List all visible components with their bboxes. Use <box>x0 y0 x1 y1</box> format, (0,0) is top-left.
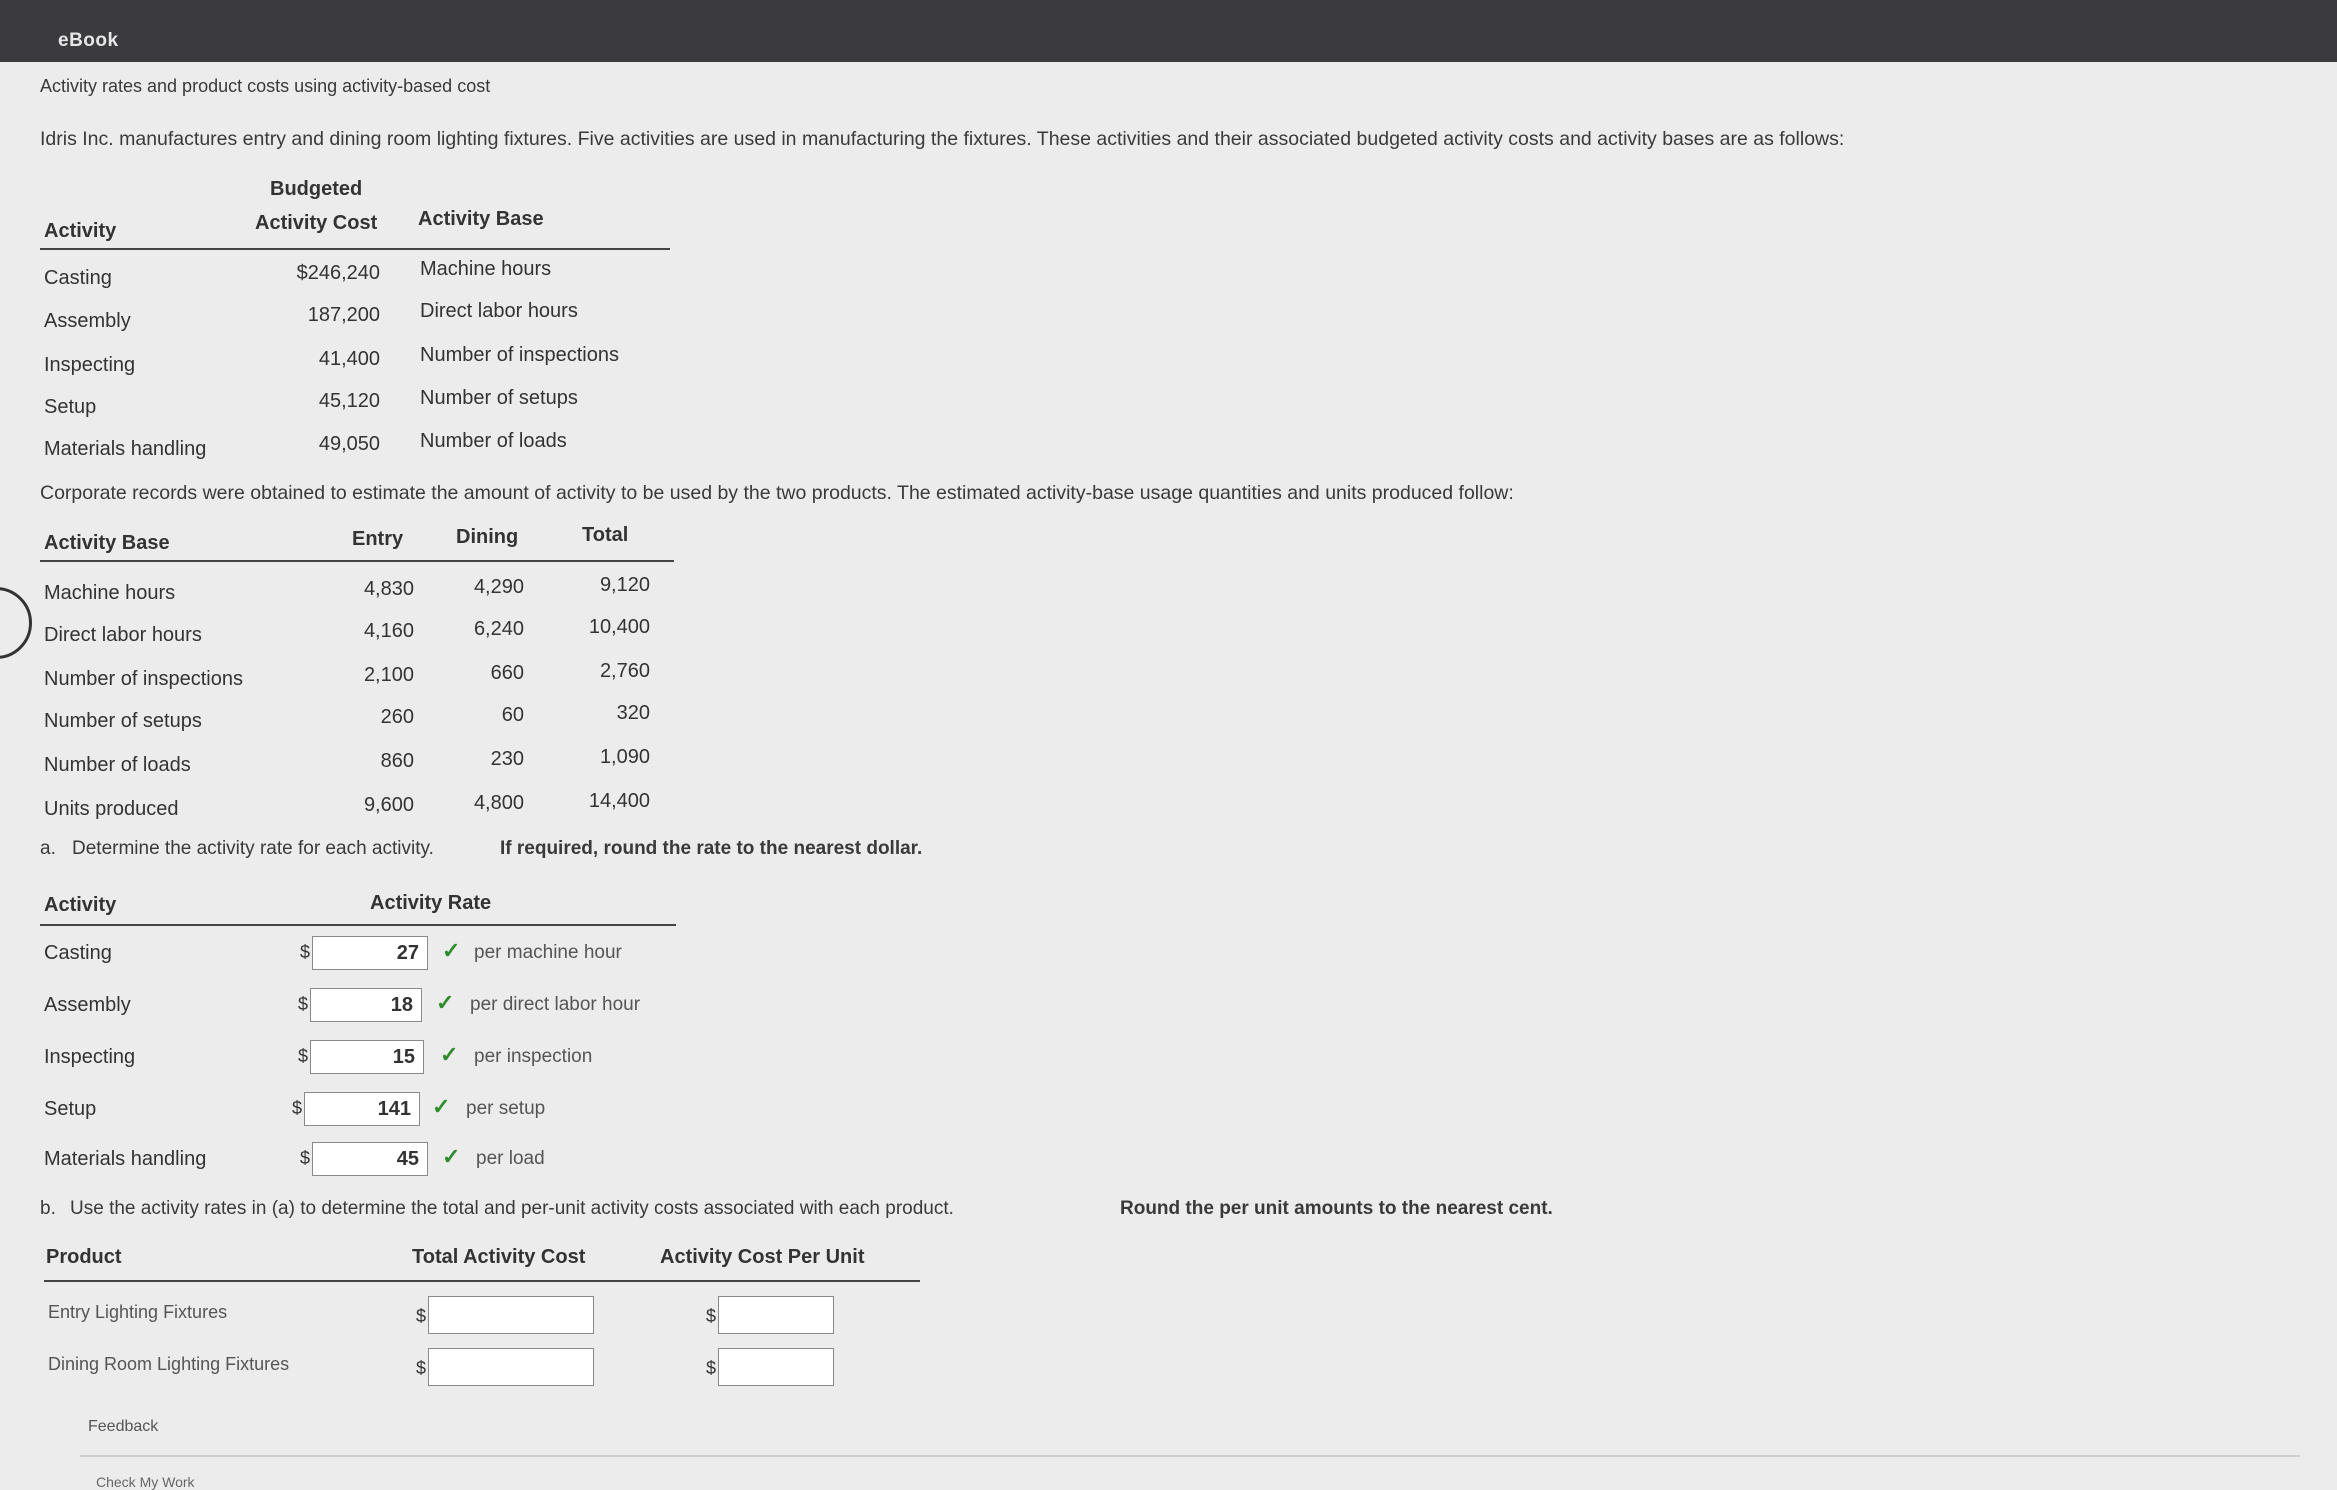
activity-base: Machine hours <box>420 258 552 280</box>
entry-value: 260 <box>380 706 414 728</box>
feedback-toggle[interactable]: Feedback <box>88 1418 159 1435</box>
part-b-prefix: b. <box>40 1198 56 1219</box>
inspecting-rate-input[interactable] <box>310 1040 424 1074</box>
entry-value: 2,100 <box>363 664 414 686</box>
check-icon: ✓ <box>436 990 455 1015</box>
rate-activity-name: Inspecting <box>44 1046 136 1068</box>
part-a-prefix: a. <box>40 838 56 859</box>
dining-value: 4,290 <box>473 576 524 598</box>
currency-symbol: $ <box>416 1306 427 1326</box>
check-icon: ✓ <box>432 1094 451 1119</box>
rate-activity-name: Materials handling <box>44 1148 207 1170</box>
header-total: Total <box>582 524 629 546</box>
dining-per-unit-cost-input[interactable] <box>718 1348 834 1386</box>
dining-value: 6,240 <box>473 618 524 640</box>
product-name: Entry Lighting Fixtures <box>48 1302 228 1322</box>
total-value: 9,120 <box>599 574 650 596</box>
problem-title: Activity rates and product costs using activity-based cost <box>40 76 491 96</box>
entry-total-cost-input[interactable] <box>428 1296 594 1334</box>
rate-unit: per setup <box>466 1098 546 1119</box>
header-activity: Activity <box>44 220 117 242</box>
activity-base: Number of setups <box>420 387 578 409</box>
table2-header-rule <box>40 560 674 562</box>
header-activity-base: Activity Base <box>44 532 170 554</box>
entry-value: 4,830 <box>363 578 414 600</box>
assembly-rate-input[interactable] <box>310 988 422 1022</box>
dining-value: 230 <box>490 748 524 770</box>
activity-cost: 49,050 <box>318 433 380 455</box>
activity-base: Direct labor hours <box>420 300 578 322</box>
rate-unit: per load <box>476 1148 545 1169</box>
check-icon: ✓ <box>440 1042 459 1067</box>
product-name: Dining Room Lighting Fixtures <box>48 1354 290 1374</box>
activity-base: Number of loads <box>420 430 567 452</box>
base-name: Number of setups <box>44 710 202 732</box>
total-value: 14,400 <box>588 790 650 812</box>
dining-value: 660 <box>490 662 524 684</box>
total-value: 10,400 <box>588 616 650 638</box>
check-icon: ✓ <box>442 938 461 963</box>
header-dining: Dining <box>456 526 519 548</box>
base-name: Units produced <box>44 798 179 820</box>
activity-name: Setup <box>44 396 97 418</box>
header-activity-cost-per-unit: Activity Cost Per Unit <box>660 1246 865 1268</box>
problem-intro: Idris Inc. manufactures entry and dining room lighting fixtures. Five activities are used in manufacturing the fixtures. These activities and their associated budgeted activity costs and activity bases are as follows: <box>40 128 1845 150</box>
materials-handling-rate-input[interactable] <box>312 1142 428 1176</box>
currency-symbol: $ <box>300 942 311 962</box>
decorative-circle <box>0 587 32 659</box>
currency-symbol: $ <box>706 1306 717 1326</box>
activity-name: Materials handling <box>44 438 207 460</box>
setup-rate-input[interactable] <box>304 1092 420 1126</box>
total-value: 2,760 <box>599 660 650 682</box>
dining-value: 60 <box>501 704 524 726</box>
currency-symbol: $ <box>298 994 309 1014</box>
part-a-text: Determine the activity rate for each activity. <box>72 838 434 859</box>
corporate-records-text: Corporate records were obtained to estimate the amount of activity to be used by the two products. The estimated activity-base usage quantities and units produced follow: <box>40 482 1514 504</box>
rate-unit: per machine hour <box>474 942 622 963</box>
check-icon: ✓ <box>442 1144 461 1169</box>
activity-name: Inspecting <box>44 354 136 376</box>
header-activity-rate: Activity Rate <box>370 892 492 914</box>
check-my-work-link[interactable]: Check My Work <box>96 1474 195 1490</box>
header-activity: Activity <box>44 894 117 916</box>
entry-value: 860 <box>380 750 414 772</box>
header-activity-base: Activity Base <box>418 208 544 230</box>
currency-symbol: $ <box>292 1098 303 1118</box>
activity-cost: $246,240 <box>296 262 380 284</box>
rate-unit: per inspection <box>474 1046 593 1067</box>
activity-name: Assembly <box>44 310 131 332</box>
header-entry: Entry <box>352 528 404 550</box>
header-activity-cost: Activity Cost <box>255 212 378 234</box>
table1-header-rule <box>40 248 670 250</box>
entry-per-unit-cost-input[interactable] <box>718 1296 834 1334</box>
entry-value: 9,600 <box>363 794 414 816</box>
rate-activity-name: Setup <box>44 1098 97 1120</box>
problem-sheet <box>0 62 2337 1490</box>
total-value: 1,090 <box>599 746 650 768</box>
entry-value: 4,160 <box>363 620 414 642</box>
rate-activity-name: Assembly <box>44 994 131 1016</box>
header-product: Product <box>46 1246 122 1268</box>
dining-total-cost-input[interactable] <box>428 1348 594 1386</box>
activity-cost: 187,200 <box>307 304 380 326</box>
base-name: Machine hours <box>44 582 176 604</box>
activity-base: Number of inspections <box>420 344 619 366</box>
currency-symbol: $ <box>298 1046 309 1066</box>
dining-value: 4,800 <box>473 792 524 814</box>
currency-symbol: $ <box>416 1358 427 1378</box>
activity-cost: 41,400 <box>318 348 380 370</box>
activity-cost: 45,120 <box>318 390 380 412</box>
brand-label: eBook <box>58 30 119 51</box>
header-budgeted: Budgeted <box>270 178 363 200</box>
casting-rate-input[interactable] <box>312 936 428 970</box>
activity-name: Casting <box>44 267 112 289</box>
part-b-instruction: Round the per unit amounts to the nearest cent. <box>1120 1198 1553 1219</box>
part-b-header-rule <box>44 1280 920 1282</box>
currency-symbol: $ <box>706 1358 717 1378</box>
total-value: 320 <box>616 702 650 724</box>
feedback-divider <box>80 1455 2300 1457</box>
rate-activity-name: Casting <box>44 942 112 964</box>
base-name: Number of inspections <box>44 668 243 690</box>
base-name: Number of loads <box>44 754 191 776</box>
part-b-text: Use the activity rates in (a) to determine the total and per-unit activity costs associated with each product. <box>70 1198 954 1219</box>
header-total-activity-cost: Total Activity Cost <box>412 1246 586 1268</box>
rate-unit: per direct labor hour <box>470 994 641 1015</box>
base-name: Direct labor hours <box>44 624 202 646</box>
part-a-header-rule <box>40 924 676 926</box>
top-bar <box>0 0 2337 62</box>
currency-symbol: $ <box>300 1148 311 1168</box>
part-a-instruction: If required, round the rate to the nearest dollar. <box>500 838 923 859</box>
